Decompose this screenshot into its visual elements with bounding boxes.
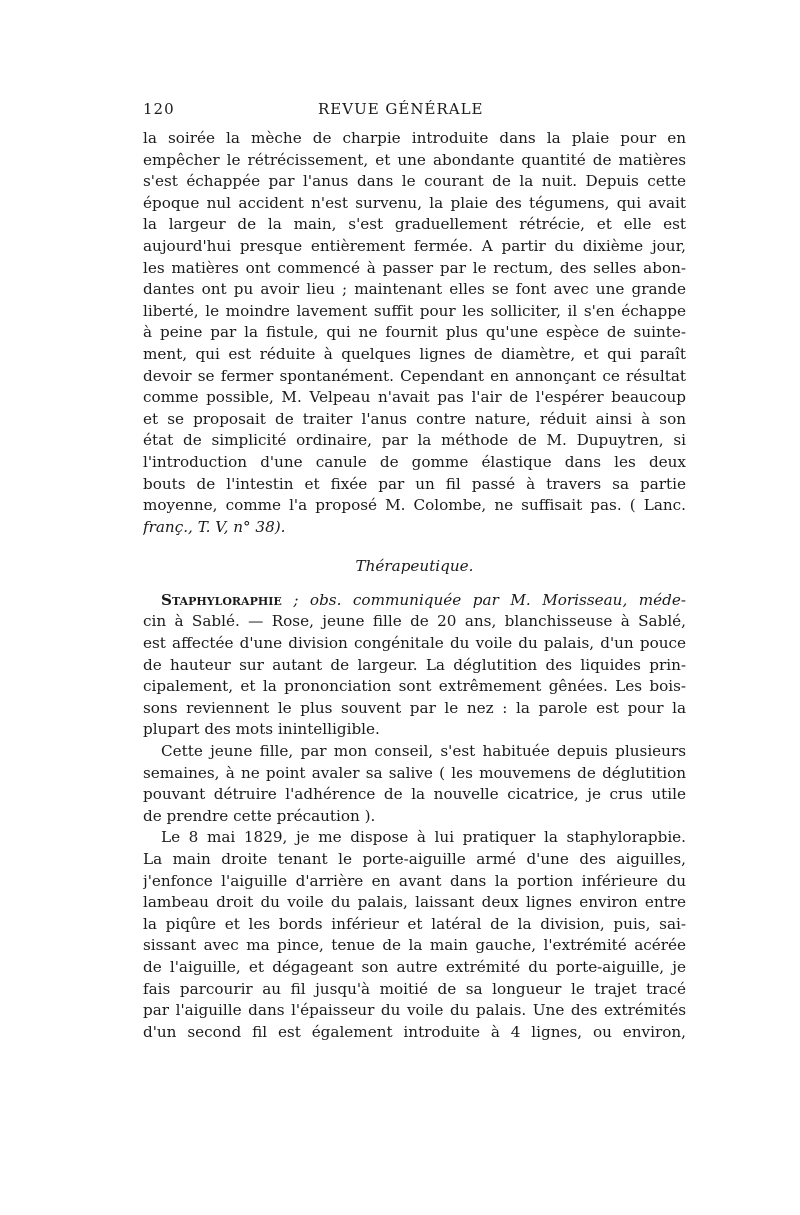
text-line: plupart des mots inintelligible. — [143, 720, 380, 739]
text-line: époque nul accident n'est survenu, la plaie des tégumens, qui avait — [143, 193, 686, 212]
page-number: 120 — [143, 100, 175, 118]
text-line: de hauteur sur autant de largeur. La déglutition des liquides prin- — [143, 655, 686, 674]
text-line: j'enfonce l'aiguille d'arrière en avant dans la portion inférieure du — [143, 871, 686, 890]
text-line: lambeau droit du voile du palais, laissant deux lignes environ entre — [143, 893, 686, 912]
paragraph-staphyloraphie — [143, 590, 686, 741]
entry-heading: Staphyloraphie — [161, 590, 282, 609]
text-line: devoir se fermer spontanément. Cependant en annonçant ce résultat — [143, 366, 686, 385]
text-line: la soirée la mèche de charpie introduite dans la plaie pour en — [143, 129, 686, 147]
text-line: franç., T. V, n° 38). — [143, 517, 286, 536]
text-line: aujourd'hui presque entièrement fermée. A partir du dixième jour, — [143, 236, 686, 255]
text-line: et se proposait de traiter l'anus contre nature, réduit ainsi à son — [143, 409, 686, 428]
text-line: Le 8 mai 1829, je me dispose à lui pratiquer la staphylorapbie. — [161, 828, 686, 847]
text-line: bouts de l'intestin et fixée par un fil passé à travers sa partie — [143, 474, 686, 493]
page-header — [143, 100, 688, 122]
text-line: s'est échappée par l'anus dans le courant de la nuit. Depuis cette — [143, 172, 686, 191]
text-line: moyenne, comme l'a proposé M. Colombe, ne suffisait pas. ( Lanc. — [143, 496, 686, 515]
text-line: empêcher le rétrécissement, et une abondante quantité de matières — [143, 150, 686, 169]
text-line: la piqûre et les bords inférieur et latéral de la division, puis, sai- — [143, 914, 686, 933]
text-line: la largeur de la main, s'est graduellement rétrécie, et elle est — [143, 215, 686, 234]
entry-subheading: ; obs. communiquée par M. Morisseau, méde- — [293, 590, 686, 609]
text-line: pouvant détruire l'adhérence de la nouvelle cicatrice, je crus utile — [143, 785, 686, 804]
text-line: La main droite tenant le porte-aiguille armé d'une des aiguilles, — [143, 850, 686, 868]
paragraph-operation — [143, 827, 686, 1043]
text-line: à peine par la fistule, qui ne fournit plus qu'une espèce de suinte- — [143, 323, 686, 342]
text-line: d'un second fil est également introduite à 4 lignes, ou environ, — [143, 1022, 686, 1041]
text-line: est affectée d'une division congénitale du voile du palais, d'un pouce — [143, 634, 686, 653]
text-line: fais parcourir au fil jusqu'à moitié de sa longueur le trajet tracé — [143, 979, 686, 998]
running-head: REVUE GÉNÉRALE — [318, 100, 484, 118]
text-line — [143, 590, 686, 612]
text-line: par l'aiguille dans l'épaisseur du voile du palais. Une des extrémités — [143, 1001, 686, 1020]
paragraph-velpeau — [143, 128, 686, 538]
text-line: cin à Sablé. — Rose, jeune fille de 20 ans, blanchisseuse à Sablé, — [143, 612, 686, 631]
text-line: Cette jeune fille, par mon conseil, s'est habituée depuis plusieurs — [161, 742, 686, 761]
text-line: état de simplicité ordinaire, par la méthode de M. Dupuytren, si — [143, 431, 686, 450]
page-body — [143, 128, 686, 1043]
text-line: l'introduction d'une canule de gomme élastique dans les deux — [143, 452, 686, 471]
text-line: ment, qui est réduite à quelques lignes de diamètre, et qui paraît — [143, 344, 686, 363]
text-line: semaines, à ne point avaler sa salive ( les mouvemens de déglutition — [143, 763, 686, 782]
text-line: de l'aiguille, et dégageant son autre extrémité du porte-aiguille, je — [143, 957, 686, 976]
text-line: cipalement, et la prononciation sont extrêmement gênées. Les bois- — [143, 677, 686, 696]
text-line: sissant avec ma pince, tenue de la main gauche, l'extrémité acérée — [143, 936, 686, 955]
text-line: comme possible, M. Velpeau n'avait pas l'air de l'espérer beaucoup — [143, 388, 686, 407]
text-line: sons reviennent le plus souvent par le nez : la parole est pour la — [143, 698, 686, 717]
text-line: les matières ont commencé à passer par le rectum, des selles abon- — [143, 258, 686, 277]
text-line: de prendre cette précaution ). — [143, 806, 376, 825]
text-line: liberté, le moindre lavement suffit pour les solliciter, il s'en échappe — [143, 301, 686, 320]
section-title: Thérapeutique. — [355, 557, 474, 576]
text-line: dantes ont pu avoir lieu ; maintenant elles se font avec une grande — [143, 280, 686, 299]
paragraph-salive — [143, 741, 686, 827]
